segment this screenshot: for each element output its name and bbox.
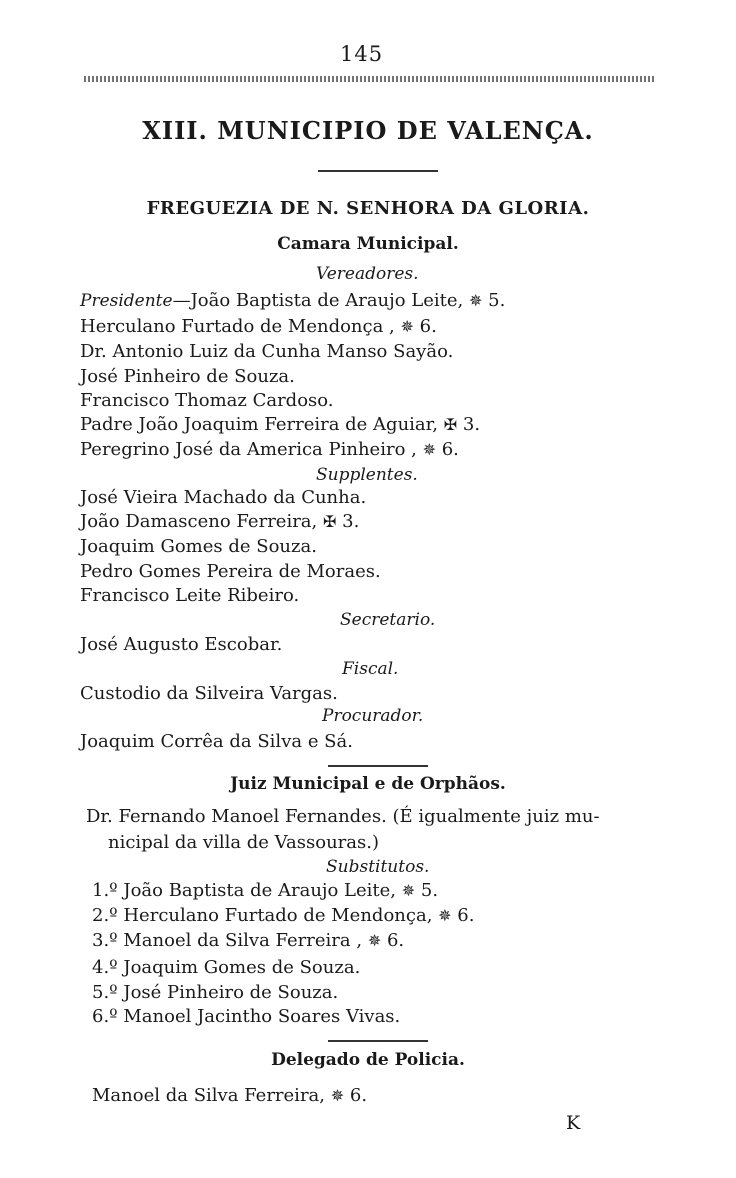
supplente-line: Joaquim Gomes de Souza. bbox=[80, 536, 317, 557]
substituto-name: 1.º João Baptista de Araujo Leite, bbox=[92, 880, 397, 901]
vereador-line bbox=[80, 316, 437, 337]
vereador-line bbox=[80, 414, 480, 435]
vereador-name: Peregrino José da America Pinheiro , bbox=[80, 439, 417, 460]
substituto-mark: 6. bbox=[386, 930, 405, 951]
procurador-heading: Procurador. bbox=[322, 706, 424, 726]
substituto-name: 3.º Manoel da Silva Ferreira , bbox=[92, 930, 363, 951]
vereador-name: Herculano Furtado de Mendonça , bbox=[80, 316, 395, 337]
policia-heading: Delegado de Policia. bbox=[271, 1050, 465, 1070]
vereador-name: Padre João Joaquim Ferreira de Aguiar, bbox=[80, 414, 439, 435]
section-divider bbox=[328, 765, 428, 767]
supplente-line: Pedro Gomes Pereira de Moraes. bbox=[80, 561, 381, 582]
fiscal-heading: Fiscal. bbox=[342, 659, 399, 679]
parish-title: FREGUEZIA DE N. SENHORA DA GLORIA. bbox=[146, 198, 590, 219]
presidente-name: —João Baptista de Araujo Leite, bbox=[172, 290, 464, 311]
order-star-icon: ✵ bbox=[438, 906, 452, 925]
substitutos-heading: Substitutos. bbox=[326, 857, 430, 877]
vereador-mark: 6. bbox=[441, 439, 459, 460]
order-cross-icon: ✠ bbox=[443, 415, 458, 434]
vereador-line: Dr. Antonio Luiz da Cunha Manso Sayão. bbox=[80, 341, 454, 362]
procurador-name: Joaquim Corrêa da Silva e Sá. bbox=[80, 731, 353, 752]
supplentes-heading: Supplentes. bbox=[316, 465, 418, 485]
order-star-icon: ✵ bbox=[422, 440, 436, 459]
title-divider bbox=[318, 170, 438, 172]
order-cross-icon: ✠ bbox=[323, 512, 337, 531]
order-star-icon: ✵ bbox=[367, 931, 382, 950]
supplente-line: Francisco Leite Ribeiro. bbox=[80, 585, 300, 606]
presidente-mark: 5. bbox=[488, 290, 506, 311]
supplente-name: João Damasceno Ferreira, bbox=[80, 511, 318, 532]
substituto-mark: 5. bbox=[420, 880, 439, 901]
vereador-line bbox=[80, 439, 459, 460]
delegado-mark: 6. bbox=[349, 1085, 368, 1106]
presidente-line bbox=[80, 290, 505, 311]
order-star-icon: ✵ bbox=[400, 317, 414, 336]
section-divider bbox=[328, 1040, 428, 1042]
vereadores-heading: Vereadores. bbox=[316, 264, 419, 284]
juiz-line-1: Dr. Fernando Manoel Fernandes. (É igualmente juiz mu- bbox=[86, 806, 600, 827]
substituto-line bbox=[92, 905, 474, 926]
section-title: XIII. MUNICIPIO DE VALENÇA. bbox=[142, 116, 594, 145]
vereador-mark: 6. bbox=[419, 316, 437, 337]
signature-letter: K bbox=[566, 1112, 581, 1134]
vereador-mark: 3. bbox=[462, 414, 481, 435]
order-star-icon: ✵ bbox=[330, 1086, 345, 1105]
delegado-line bbox=[92, 1085, 367, 1106]
substituto-line: 6.º Manoel Jacintho Soares Vivas. bbox=[92, 1006, 401, 1027]
order-star-icon: ✵ bbox=[401, 881, 416, 900]
vereador-line: Francisco Thomaz Cardoso. bbox=[80, 390, 334, 411]
delegado-name: Manoel da Silva Ferreira, bbox=[92, 1085, 325, 1106]
substituto-mark: 6. bbox=[457, 905, 475, 926]
supplente-line bbox=[80, 511, 359, 532]
juiz-heading: Juiz Municipal e de Orphãos. bbox=[230, 774, 506, 794]
vereador-line: José Pinheiro de Souza. bbox=[80, 366, 295, 387]
supplente-line: José Vieira Machado da Cunha. bbox=[80, 487, 367, 508]
secretario-heading: Secretario. bbox=[340, 610, 436, 630]
substituto-line bbox=[92, 880, 438, 901]
supplente-mark: 3. bbox=[342, 511, 360, 532]
presidente-label: Presidente bbox=[80, 291, 173, 311]
order-star-icon: ✵ bbox=[468, 291, 483, 310]
substituto-name: 2.º Herculano Furtado de Mendonça, bbox=[92, 905, 433, 926]
camara-heading: Camara Municipal. bbox=[277, 234, 459, 254]
substituto-line: 4.º Joaquim Gomes de Souza. bbox=[92, 957, 361, 978]
substituto-line bbox=[92, 930, 404, 951]
fiscal-name: Custodio da Silveira Vargas. bbox=[80, 683, 338, 704]
substituto-line: 5.º José Pinheiro de Souza. bbox=[92, 982, 339, 1003]
secretario-name: José Augusto Escobar. bbox=[80, 634, 283, 655]
top-ornamental-rule bbox=[84, 76, 654, 82]
page-number: 145 bbox=[340, 42, 384, 66]
juiz-line-2: nicipal da villa de Vassouras.) bbox=[108, 832, 379, 853]
